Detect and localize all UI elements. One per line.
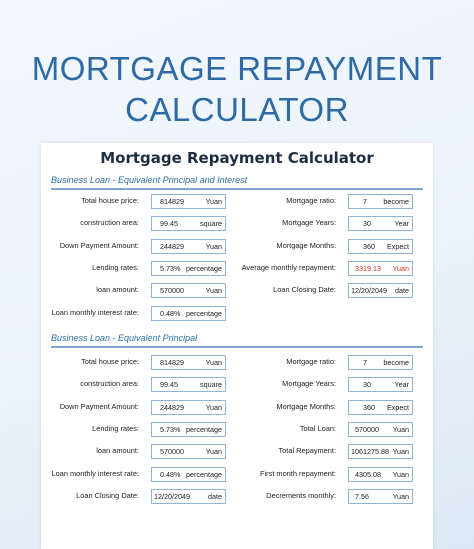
section1-right-field-1[interactable] [348, 216, 413, 231]
field-value: 570000 [160, 447, 184, 457]
banner-line-1: MORTGAGE REPAYMENT [31, 50, 443, 87]
section2-right-label-4: Total Repayment: [278, 446, 336, 456]
section2-left-label-5: Loan monthly interest rate: [51, 468, 139, 478]
section1-divider [51, 188, 423, 190]
section2-right-label-3: Total Loan: [299, 423, 336, 433]
field-value: 7.56 [355, 491, 369, 501]
field-unit: Yuan [392, 424, 409, 434]
section2-right-label-0: Mortgage ratio: [286, 357, 336, 366]
section2-left-label-0: Total house price: [81, 357, 139, 366]
section2-heading: Business Loan - Equivalent Principal [51, 333, 198, 343]
section1-left-label-0: Total house price: [81, 196, 139, 205]
banner-line-2: CALCULATOR [125, 91, 349, 128]
field-unit: become [383, 358, 409, 367]
section2-left-label-1: construction area: [80, 379, 139, 389]
field-unit: Yuan [205, 447, 222, 457]
section2-right-field-1[interactable] [348, 377, 413, 392]
section1-left-label-2: Down Payment Amount: [59, 240, 139, 250]
section2-right-label-6: Decrements monthly: [266, 490, 336, 500]
section2-left-label-6: Loan Closing Date: [76, 490, 139, 500]
field-value: 99.45 [160, 380, 178, 390]
section1-left-label-1: construction area: [80, 218, 139, 228]
field-value: 99.45 [160, 219, 178, 229]
field-value: 5.73% [160, 424, 181, 434]
field-value: 570000 [355, 424, 379, 434]
field-unit: percentage [186, 263, 222, 273]
field-value: 360 [363, 241, 375, 251]
section2-right-field-4[interactable] [348, 444, 413, 459]
field-value: 12/20/2049 [351, 286, 387, 296]
section2-right-field-0[interactable] [348, 355, 413, 370]
section1-right-field-4[interactable] [348, 283, 413, 298]
field-value: 3319.13 [355, 263, 381, 273]
field-value: 4305.08 [355, 469, 381, 479]
field-unit: Yuan [392, 469, 409, 479]
field-unit: Yuan [205, 286, 222, 296]
field-value: 360 [363, 402, 375, 412]
field-value: 5.73% [160, 263, 181, 273]
field-unit: date [395, 286, 409, 296]
section2-right-label-2: Mortgage Months: [276, 401, 336, 411]
section1-right-label-4: Loan Closing Date: [273, 285, 336, 295]
field-unit: Year [394, 219, 409, 229]
section1-right-label-2: Mortgage Months: [276, 240, 336, 250]
field-unit: Yuan [205, 358, 222, 367]
section1-right-field-0[interactable] [348, 194, 413, 209]
section2-right-label-5: First month repayment: [260, 468, 336, 478]
field-unit: Year [394, 380, 409, 390]
field-unit: Yuan [392, 491, 409, 501]
calculator-sheet [41, 143, 433, 549]
field-value: 12/20/2049 [154, 491, 190, 501]
field-unit: date [208, 491, 222, 501]
field-unit: Yuan [205, 402, 222, 412]
sheet-title: Mortgage Repayment Calculator [100, 149, 374, 167]
field-value: 7 [363, 358, 367, 367]
field-value: 244829 [160, 241, 184, 251]
field-unit: Yuan [205, 241, 222, 251]
section2-left-label-3: Lending rates: [92, 423, 139, 433]
section2-left-label-2: Down Payment Amount: [59, 401, 139, 411]
field-value: 814829 [160, 358, 184, 367]
field-value: 30 [363, 380, 371, 390]
field-value: 244829 [160, 402, 184, 412]
field-value: 30 [363, 219, 371, 229]
section1-left-field-5[interactable] [151, 306, 226, 321]
field-unit: Yuan [205, 197, 222, 206]
section1-right-label-1: Mortgage Years: [282, 218, 336, 228]
field-unit: percentage [186, 469, 222, 479]
field-unit: Expect [387, 402, 409, 412]
section1-right-field-2[interactable] [348, 239, 413, 254]
field-unit: square [200, 380, 222, 390]
section1-heading: Business Loan - Equivalent Principal and Interest [51, 175, 248, 185]
field-unit: square [200, 219, 222, 229]
section2-divider [51, 346, 423, 348]
field-value: 814829 [160, 197, 184, 206]
field-unit: Yuan [392, 447, 409, 457]
section1-right-field-3[interactable] [348, 261, 413, 276]
field-unit: percentage [186, 424, 222, 434]
field-value: 0.48% [160, 469, 181, 479]
section1-right-label-3: Average monthly repayment: [241, 262, 336, 272]
section2-right-field-3[interactable] [348, 422, 413, 437]
field-value: 1061275.88 [351, 447, 389, 457]
field-value: 7 [363, 197, 367, 206]
section1-left-label-3: Lending rates: [92, 262, 139, 272]
field-unit: Yuan [392, 263, 409, 273]
field-value: 570000 [160, 286, 184, 296]
field-value: 0.48% [160, 308, 181, 318]
section2-right-field-2[interactable] [348, 400, 413, 415]
section2-right-label-1: Mortgage Years: [282, 379, 336, 389]
section2-right-field-6[interactable] [348, 489, 413, 504]
section1-left-label-4: loan amount: [96, 285, 139, 295]
section1-right-label-0: Mortgage ratio: [286, 196, 336, 205]
section2-right-field-5[interactable] [348, 467, 413, 482]
field-unit: Expect [387, 241, 409, 251]
field-unit: percentage [186, 308, 222, 318]
section2-left-label-4: loan amount: [96, 446, 139, 456]
section1-left-label-5: Loan monthly interest rate: [51, 307, 139, 317]
field-unit: become [383, 197, 409, 206]
